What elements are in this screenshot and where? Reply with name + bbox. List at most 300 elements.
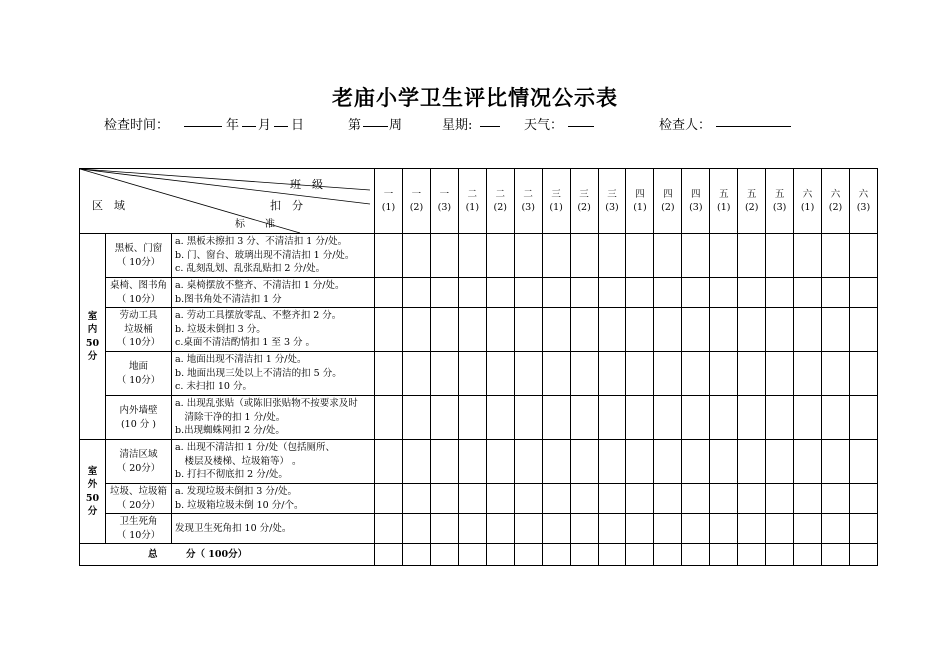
score-cell[interactable] [738,234,766,278]
class-grade: 六 [858,188,869,200]
score-cell[interactable] [822,396,850,440]
score-cell[interactable] [598,484,626,514]
score-cell[interactable] [654,308,682,352]
score-cell[interactable] [430,278,458,308]
score-cell[interactable] [849,308,877,352]
class-grade: 三 [551,188,561,200]
item-name-cell [106,234,172,278]
score-cell[interactable] [738,308,766,352]
score-cell[interactable] [682,308,710,352]
score-cell[interactable] [766,234,794,278]
standard-line: 楼层及楼梯、垃圾箱等） 。 [175,455,302,467]
score-cell[interactable] [570,234,598,278]
item-name-line: 黑板、门窗 [114,243,163,254]
score-cell[interactable] [654,234,682,278]
score-cell[interactable] [654,396,682,440]
score-cell[interactable] [654,278,682,308]
class-grade: 五 [718,188,729,200]
score-cell[interactable] [402,440,430,484]
criteria-row [80,352,878,396]
class-grade: 四 [663,188,673,200]
score-cell[interactable] [738,514,766,544]
year-label: 年 [226,118,240,133]
inspector-blank [716,114,791,131]
standard-line: 清除干净的扣 1 分/处。 [175,411,286,423]
item-name-cell [106,308,172,352]
score-cell[interactable] [514,234,542,278]
score-cell[interactable] [514,396,542,440]
score-cell[interactable] [598,440,626,484]
score-cell[interactable] [626,278,654,308]
class-number: (2) [577,202,591,213]
criteria-row [80,484,878,514]
item-name-line: （ 20分） [116,499,161,511]
score-cell[interactable] [458,308,486,352]
class-header-6 [514,169,542,234]
score-cell[interactable] [486,440,514,484]
page-title: 老庙小学卫生评比情况公示表 [332,85,618,110]
zone-text: 室 [87,310,98,322]
score-cell[interactable] [710,484,738,514]
standard-line: a. 发现垃圾未倒扣 3 分/处。 [175,486,297,497]
score-cell[interactable] [598,278,626,308]
score-cell[interactable] [375,234,403,278]
score-cell[interactable] [766,308,794,352]
score-cell[interactable] [682,440,710,484]
total-score-cell[interactable] [458,544,486,566]
score-cell[interactable] [375,308,403,352]
class-grade: 一 [383,188,394,200]
score-cell[interactable] [682,514,710,544]
score-cell[interactable] [598,234,626,278]
score-cell[interactable] [766,440,794,484]
score-cell[interactable] [766,352,794,396]
total-score-cell[interactable] [486,544,514,566]
day-label: 日 [291,118,305,133]
item-name-line: (10 分 ) [120,418,157,430]
header-deduct-label: 扣 分 [270,199,303,212]
class-header-17 [822,169,850,234]
total-score-cell[interactable] [766,544,794,566]
class-header-14 [738,169,766,234]
item-name-line: 垃圾、垃圾箱 [109,486,167,497]
score-cell[interactable] [458,484,486,514]
total-score-cell[interactable] [626,544,654,566]
total-score-cell[interactable] [822,544,850,566]
standard-line: b. 垃圾箱垃圾未倒 10 分/个。 [175,499,304,511]
score-cell[interactable] [430,484,458,514]
standard-cell [172,440,375,484]
class-number: (3) [521,202,535,213]
item-name-line: 桌椅、图书角 [109,280,167,291]
class-header-8 [570,169,598,234]
score-cell[interactable] [822,484,850,514]
class-grade: 四 [691,188,701,200]
score-cell[interactable] [822,352,850,396]
month-label: 月 [258,118,272,133]
score-cell[interactable] [654,484,682,514]
standard-line: b. 打扫不彻底扣 2 分/处。 [175,469,288,481]
score-cell[interactable] [458,440,486,484]
score-cell[interactable] [402,278,430,308]
total-score-cell[interactable] [514,544,542,566]
score-cell[interactable] [430,440,458,484]
score-cell[interactable] [570,440,598,484]
class-header-9 [598,169,626,234]
score-cell[interactable] [710,308,738,352]
score-cell[interactable] [849,278,877,308]
standard-line: b.出现蜘蛛网扣 2 分/处。 [175,425,285,437]
item-name-line: 垃圾桶 [124,323,153,335]
standard-cell [172,308,375,352]
header-region-label: 区 域 [92,199,125,212]
total-label: 总 分（ 100分） [80,544,375,566]
score-cell[interactable] [514,278,542,308]
class-header-10 [626,169,654,234]
score-cell[interactable] [682,352,710,396]
standard-line: b. 门、窗台、玻璃出现不清洁扣 1 分/处。 [175,249,355,261]
standard-line: a. 地面出现不清洁扣 1 分/处。 [175,354,307,366]
score-cell[interactable] [486,514,514,544]
score-cell[interactable] [542,352,570,396]
class-grade: 二 [467,188,478,200]
class-grade: 四 [635,188,645,200]
score-cell[interactable] [794,514,822,544]
score-cell[interactable] [514,484,542,514]
item-name-line: 清洁区域 [119,449,158,460]
score-cell[interactable] [430,308,458,352]
criteria-row [80,308,878,352]
standard-line: c. 乱刻乱划、乱张乱贴扣 2 分/处。 [175,263,326,275]
class-grade: 六 [802,188,813,200]
score-cell[interactable] [849,352,877,396]
class-number: (1) [465,202,480,213]
score-cell[interactable] [402,352,430,396]
score-cell[interactable] [570,396,598,440]
score-cell[interactable] [794,396,822,440]
zone-text: 50 [85,492,100,504]
class-header-12 [682,169,710,234]
inspector-label: 检查人： [659,118,712,133]
score-cell[interactable] [486,484,514,514]
score-cell[interactable] [430,514,458,544]
score-cell[interactable] [402,484,430,514]
zone-text: 室 [87,465,98,477]
item-name-cell [106,514,172,544]
score-cell[interactable] [710,514,738,544]
check-time-label: 检查时间： [104,118,170,133]
score-cell[interactable] [542,440,570,484]
standard-cell [172,234,375,278]
standard-line: a. 出现不清洁扣 1 分/处（包括厕所、 [175,442,335,454]
total-score-cell[interactable] [682,544,710,566]
score-cell[interactable] [738,352,766,396]
class-grade: 三 [607,188,617,200]
header-row [80,169,878,234]
score-cell[interactable] [375,514,403,544]
header-class-label: 班 级 [290,178,323,191]
score-cell[interactable] [570,278,598,308]
standard-cell [172,352,375,396]
total-score-cell[interactable] [710,544,738,566]
criteria-row [80,514,878,544]
score-cell[interactable] [654,352,682,396]
score-cell[interactable] [682,234,710,278]
total-score-cell[interactable] [430,544,458,566]
class-number: (2) [744,202,759,213]
weekday-label: 星期: [442,118,473,133]
score-cell[interactable] [514,308,542,352]
score-cell[interactable] [570,352,598,396]
score-cell[interactable] [794,440,822,484]
class-number: (2) [661,202,675,213]
class-grade: 二 [523,188,533,200]
score-cell[interactable] [794,308,822,352]
score-cell[interactable] [849,396,877,440]
score-cell[interactable] [514,352,542,396]
score-cell[interactable] [626,396,654,440]
score-cell[interactable] [626,234,654,278]
item-name-cell [106,484,172,514]
class-grade: 一 [411,188,422,200]
diagonal-header-cell [80,169,375,234]
score-cell[interactable] [486,308,514,352]
score-cell[interactable] [849,234,877,278]
score-cell[interactable] [458,234,486,278]
standard-line: c.桌面不清洁酌情扣 1 至 3 分 。 [175,337,316,349]
year-blank [184,114,222,131]
score-cell[interactable] [794,484,822,514]
score-cell[interactable] [598,352,626,396]
item-name-line: 卫生死角 [119,516,158,527]
standard-line: a. 桌椅摆放不整齐、不清洁扣 1 分/处。 [175,280,345,291]
class-header-13 [710,169,738,234]
criteria-row [80,396,878,440]
week-prefix: 第 [348,118,362,133]
score-cell[interactable] [626,440,654,484]
score-cell[interactable] [570,308,598,352]
score-cell[interactable] [402,514,430,544]
class-header-5 [486,169,514,234]
week-blank [363,114,388,131]
standard-line: b. 地面出现三处以上不清洁的扣 5 分。 [175,367,342,379]
score-cell[interactable] [375,278,403,308]
class-number: (1) [549,202,563,213]
score-cell[interactable] [514,440,542,484]
indoor-zone-label [80,234,106,440]
class-number: (2) [493,202,507,213]
item-name-cell [106,278,172,308]
score-cell[interactable] [626,514,654,544]
standard-line: 发现卫生死角扣 10 分/处。 [175,522,292,534]
item-name-cell [106,352,172,396]
score-cell[interactable] [514,514,542,544]
score-cell[interactable] [849,514,877,544]
total-score-cell[interactable] [849,544,877,566]
score-cell[interactable] [738,396,766,440]
score-cell[interactable] [430,352,458,396]
score-cell[interactable] [542,514,570,544]
class-number: (3) [437,202,452,213]
standard-cell [172,278,375,308]
score-cell[interactable] [458,396,486,440]
score-cell[interactable] [626,352,654,396]
item-name-line: （ 10分） [116,337,161,349]
score-cell[interactable] [822,440,850,484]
score-cell[interactable] [822,308,850,352]
score-cell[interactable] [375,484,403,514]
day-blank [274,114,288,131]
score-cell[interactable] [486,352,514,396]
item-name-line: （ 10分） [116,256,161,268]
score-cell[interactable] [375,352,403,396]
item-name-line: 劳动工具 [119,310,158,322]
standard-line: a. 出现乱张贴（或陈旧张贴物不按要求及时 [175,398,358,410]
standard-cell [172,396,375,440]
score-cell[interactable] [849,484,877,514]
standard-line: c. 未扫扣 10 分。 [175,381,252,393]
score-cell[interactable] [738,440,766,484]
score-cell[interactable] [542,396,570,440]
score-cell[interactable] [822,514,850,544]
score-cell[interactable] [430,234,458,278]
score-cell[interactable] [402,308,430,352]
item-name-cell [106,396,172,440]
score-cell[interactable] [598,514,626,544]
class-header-1 [375,169,403,234]
month-blank [242,114,256,131]
class-number: (1) [633,202,647,213]
class-number: (2) [409,202,424,213]
score-cell[interactable] [738,484,766,514]
class-grade: 六 [830,188,841,200]
score-cell[interactable] [822,278,850,308]
zone-text: 内 [87,324,98,335]
score-cell[interactable] [542,234,570,278]
score-cell[interactable] [710,278,738,308]
score-cell[interactable] [458,352,486,396]
total-score-cell[interactable] [794,544,822,566]
score-cell[interactable] [458,514,486,544]
class-header-2 [402,169,430,234]
total-score-cell[interactable] [738,544,766,566]
class-grade: 五 [746,188,757,200]
class-number: (3) [605,202,619,213]
class-header-7 [542,169,570,234]
score-cell[interactable] [626,308,654,352]
score-cell[interactable] [654,514,682,544]
standard-line: a. 黑板未擦扣 3 分、不清洁扣 1 分/处。 [175,236,348,248]
score-cell[interactable] [486,278,514,308]
total-score-cell[interactable] [570,544,598,566]
score-cell[interactable] [766,396,794,440]
score-cell[interactable] [598,396,626,440]
score-cell[interactable] [402,396,430,440]
standard-cell [172,484,375,514]
score-cell[interactable] [626,484,654,514]
zone-text: 50 [85,337,100,349]
score-cell[interactable] [710,352,738,396]
total-score-cell[interactable] [542,544,570,566]
class-grade: 三 [579,188,589,200]
score-cell[interactable] [766,514,794,544]
class-number: (1) [717,202,731,213]
total-score-cell[interactable] [402,544,430,566]
score-cell[interactable] [458,278,486,308]
score-cell[interactable] [682,396,710,440]
item-name-line: 地面 [128,361,148,372]
score-cell[interactable] [570,484,598,514]
score-cell[interactable] [794,352,822,396]
score-cell[interactable] [375,396,403,440]
total-row [80,544,878,566]
score-cell[interactable] [794,278,822,308]
item-name-line: （ 10分） [116,293,161,305]
class-header-18 [849,169,877,234]
class-number: (1) [800,202,815,213]
score-cell[interactable] [738,278,766,308]
class-number: (3) [772,202,787,213]
weather-label: 天气： [524,118,564,133]
standard-line: a. 劳动工具摆放零乱、不整齐扣 2 分。 [175,310,342,322]
score-cell[interactable] [486,234,514,278]
standard-line: b. 垃圾未倒扣 3 分。 [175,323,266,335]
score-cell[interactable] [402,234,430,278]
item-name-line: 内外墙壁 [119,405,158,416]
criteria-row [80,234,878,278]
score-cell[interactable] [710,396,738,440]
class-number: (3) [689,202,703,213]
score-cell[interactable] [542,484,570,514]
score-cell[interactable] [486,396,514,440]
score-cell[interactable] [682,278,710,308]
score-cell[interactable] [766,484,794,514]
zone-text: 外 [87,479,98,490]
score-cell[interactable] [542,308,570,352]
class-header-11 [654,169,682,234]
score-cell[interactable] [710,234,738,278]
class-header-16 [794,169,822,234]
standard-cell [172,514,375,544]
week-suffix: 周 [389,118,403,133]
outdoor-zone-label [80,440,106,544]
score-cell[interactable] [570,514,598,544]
score-cell[interactable] [710,440,738,484]
score-cell[interactable] [766,278,794,308]
total-score-cell[interactable] [654,544,682,566]
score-cell[interactable] [794,234,822,278]
total-score-cell[interactable] [598,544,626,566]
weather-blank [568,114,594,131]
class-number: (1) [381,202,396,213]
class-grade: 五 [774,188,785,200]
score-cell[interactable] [375,440,403,484]
item-name-line: （ 10分） [116,374,161,386]
header-standard-label: 标 准 [235,219,275,230]
total-score-cell[interactable] [375,544,403,566]
score-cell[interactable] [849,440,877,484]
standard-line: b.图书角处不清洁扣 1 分 [175,293,282,305]
score-cell[interactable] [654,440,682,484]
score-cell[interactable] [598,308,626,352]
weekday-blank [480,114,500,131]
class-number: (2) [828,202,843,213]
class-grade: 二 [495,188,505,200]
score-cell[interactable] [542,278,570,308]
score-cell[interactable] [430,396,458,440]
score-cell[interactable] [682,484,710,514]
score-cell[interactable] [822,234,850,278]
